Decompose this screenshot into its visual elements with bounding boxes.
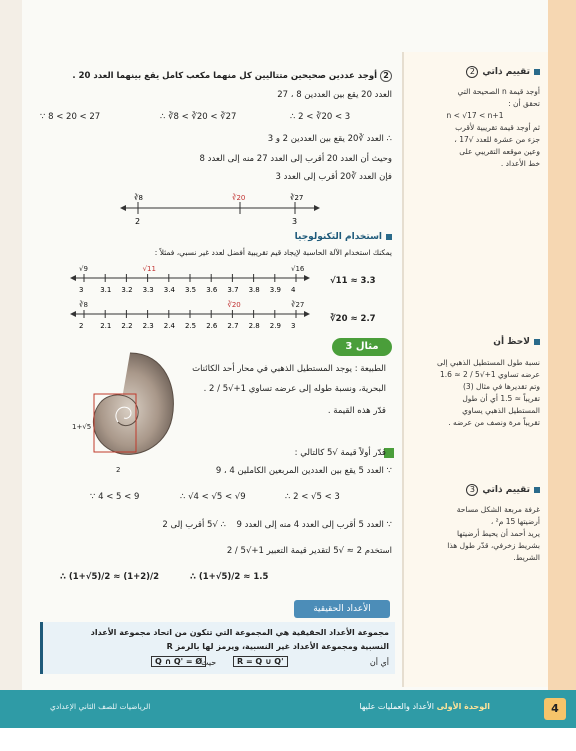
nl-num: 3.7 (227, 286, 239, 294)
real-union-formula: R = Q ∪ Q' (233, 656, 288, 667)
real-numbers-banner: الأعداد الحقيقية (294, 600, 390, 618)
right-margin-band (548, 0, 576, 751)
nl-num: 2.8 (248, 322, 260, 330)
ex3-result-2: ∴ (1+√5)/2 ≈ 1.5 (190, 572, 269, 582)
nl-num: 3.6 (206, 286, 218, 294)
nl-num: 2.7 (227, 322, 239, 330)
technology-text: يمكنك استخدام الآلة الحاسبة لإيجاد قيم تقريبية أفضل لعدد غير نسبي، فمثلاً : (154, 248, 392, 257)
self-assessment-2-header: تقييم ذاتي 2 (466, 66, 540, 78)
example-2-line: العدد 20 يقع بين العددين 8 ، 27 (277, 90, 392, 100)
unit-title: الوحدة الأولى الأعداد والعمليات عليها (359, 702, 490, 711)
bullet-square-icon (534, 487, 540, 493)
nl-top-label: ∛8 (79, 301, 88, 309)
self-assessment-3-text: غرفة مربعة الشكل مساحة أرضيتها 15 م² ، يريد أحمد أن يحيط أرضيتها بشريط زخرفي، قدّر طول هذا الشريط. (447, 505, 540, 562)
note-header: لاحظ أن (493, 337, 540, 347)
ex2-inequality-2: ∴ ∛8 < ∛20 < ∛27 (160, 112, 237, 122)
nl-num: 2.9 (269, 322, 281, 330)
arrow-left-icon (70, 311, 76, 317)
nl-num: 2 (135, 217, 141, 226)
arrow-right-icon (304, 311, 310, 317)
nl-num: 2.2 (121, 322, 133, 330)
ex3-result-1: ∴ (1+√5)/2 ≈ (1+2)/2 (60, 572, 160, 582)
nl-num: 2.6 (206, 322, 218, 330)
arrow-right-icon (304, 275, 310, 281)
example-2-line: ∴ العدد ∛20 يقع بين العددين 2 و 3 (267, 134, 392, 144)
rect-bottom-label: 2 (116, 466, 121, 474)
nl-label: ∛27 (290, 194, 304, 202)
nl-top-label: ∛20 (227, 301, 241, 309)
nl-num: 3 (291, 322, 296, 330)
nl-num: 3.4 (163, 286, 175, 294)
sqrt11-result: √11 ≈ 3.3 (330, 276, 376, 286)
bullet-square-icon (534, 69, 540, 75)
example-3-line: الطبيعة : يوجد المستطيل الذهبي في محار أحد الكائنات (192, 364, 386, 374)
nl-num: 3.5 (185, 286, 197, 294)
example-3-line: البحرية، ونسبة طوله إلى عرضه تساوي 1+√5 / 2 . (203, 384, 386, 394)
nl-num: 4 (291, 286, 296, 294)
arrow-right-icon (314, 205, 320, 211)
self-assessment-3-header: تقييم ذاتي 3 (466, 484, 540, 496)
ex3-inequality-1: ∵ 4 < 5 < 9 (90, 492, 140, 502)
left-margin (0, 0, 22, 751)
nl-num: 3.2 (121, 286, 133, 294)
page-number: 4 (544, 698, 566, 720)
example-3-label: مثال 3 (332, 338, 392, 356)
arrow-left-icon (120, 205, 126, 211)
book-title: الرياضيات للصف الثاني الإعدادي (50, 702, 151, 711)
number-line-cube-roots (120, 190, 320, 230)
arrow-left-icon (70, 275, 76, 281)
nl-num: 2.1 (100, 322, 112, 330)
nl-num: 3.1 (100, 286, 112, 294)
self-assessment-2-text: أوجد قيمة n الصحيحة التي تحقق أن : n < √17 < n+1 ثم أوجد قيمة تقريبية لأقرب جزء من عشرة للعدد √17 ، وعين موقعه التقريبي على خط الأعداد . (446, 87, 540, 168)
example-3-solution: ∵ العدد 5 أقرب إلى العدد 4 منه إلى العدد 9 (236, 520, 392, 530)
nl-num: 2.4 (163, 322, 175, 330)
number-line-sqrt11 (70, 260, 310, 296)
page-footer (0, 690, 576, 728)
ex3-inequality-3: ∴ 2 < √5 < 3 (285, 492, 340, 502)
nl-label: ∛20 (232, 194, 246, 202)
real-intersection-formula: Q ∩ Q' = Ø (151, 656, 206, 667)
technology-header: استخدام التكنولوجيا (295, 232, 392, 242)
nl-num: 2.3 (142, 322, 154, 330)
ex2-inequality-3: ∴ 2 < ∛20 < 3 (290, 112, 351, 122)
example-2-line: وحيث أن العدد 20 أقرب إلى العدد 27 منه إلى العدد 8 (199, 154, 392, 164)
rect-side-label: 1+√5 (72, 423, 92, 431)
nl-num: 3.3 (142, 286, 154, 294)
cbrt20-result: ∛20 ≈ 2.7 (330, 314, 376, 324)
nl-top-label: √9 (79, 265, 88, 273)
example-2-prompt: 2 أوجد عددين صحيحين متتاليين كل منهما مكعب كامل يقع بينهما العدد 20 . (72, 70, 392, 82)
nl-num: 3.8 (248, 286, 260, 294)
nl-num: 3 (79, 286, 84, 294)
nl-top-label: ∛27 (291, 301, 305, 309)
bullet-square-icon (534, 339, 540, 345)
nl-top-label: √11 (142, 265, 156, 273)
ex2-inequality-1: ∵ 8 < 20 < 27 (40, 112, 101, 122)
bullet-square-icon (386, 234, 392, 240)
example-3-solution: ∴ √5 أقرب إلى 2 (162, 520, 226, 530)
example-3-solution: قدّر أولاً قيمة √5 كالتالي : (294, 448, 386, 458)
example-3-solution: استخدم 2 ≈ √5 لتقدير قيمة التعبير 1+√5 / 2 (226, 546, 392, 556)
nautilus-shell-image (80, 348, 180, 463)
nl-num: 3.9 (269, 286, 281, 294)
nl-num: 3 (292, 217, 298, 226)
example-3-solution: ∵ العدد 5 يقع بين العددين المربعين الكاملين 4 ، 9 (215, 466, 392, 476)
example-3-line: قدّر هذه القيمة . (327, 406, 386, 416)
bottom-edge (0, 728, 576, 751)
ex3-inequality-2: ∴ √4 < √5 < √9 (180, 492, 246, 502)
nl-num: 2.5 (185, 322, 197, 330)
nl-num: 2 (79, 322, 84, 330)
sidebar (402, 52, 548, 687)
nl-top-label: √16 (291, 265, 305, 273)
note-text: نسبة طول المستطيل الذهبي إلى عرضه تساوي 1+√5 / 2 ≈ 1.6 وتم تقديرها في مثال (3) تقريباً ≈ 1.5 أي أن طول المستطيل الذهبي يساوي تقريباً مرة ونصف من عرضه . (436, 358, 540, 427)
example-2-line: فإن العدد ∛20 أقرب إلى العدد 3 (275, 172, 392, 182)
real-numbers-definition: مجموعة الأعداد الحقيقية هي المجموعة التي تتكون من اتحاد مجموعة الأعداد النسبية ومجموعة الأعداد غير النسبية، ويرمز لها بالرمز R أي أن R = Q ∪ Q' حيث Q ∩ Q' = Ø (40, 622, 395, 674)
nl-label: ∛8 (134, 194, 143, 202)
number-line-cbrt20 (70, 296, 310, 332)
